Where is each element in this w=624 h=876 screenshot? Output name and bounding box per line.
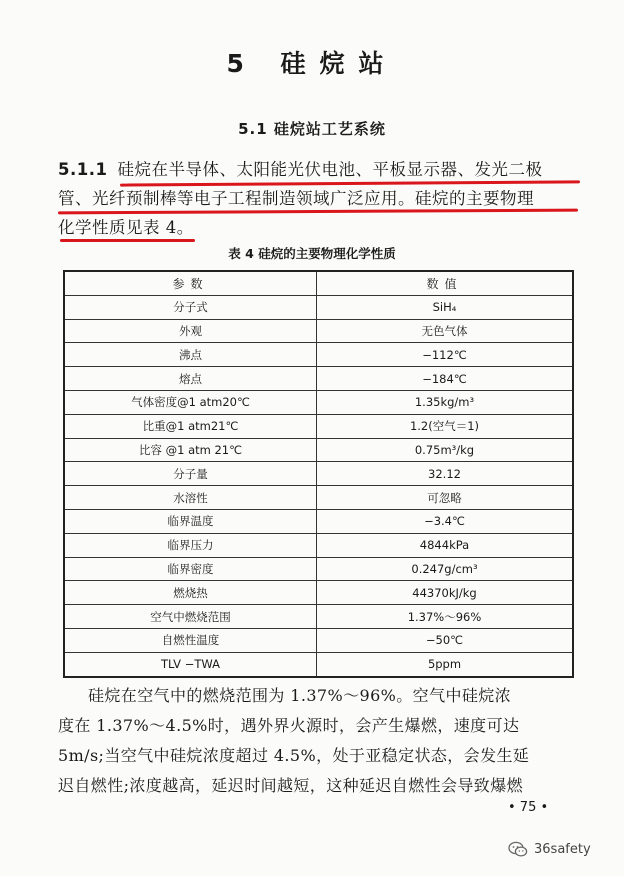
clause-line-1: 5.1.1 硅烷在半导体、太阳能光伏电池、平板显示器、发光二极 [58,160,543,179]
value-cell: 0.247g/cm³ [317,557,574,581]
table-row [64,462,573,486]
table-row [64,390,573,414]
table-row [64,581,573,605]
table-row [64,319,573,343]
table-header-row [64,271,573,295]
parameter-cell: 外观 [64,319,317,343]
header-parameter: 参数 [64,271,317,295]
chapter-title: 5 硅烷站 [226,49,398,78]
table-row [64,343,573,367]
value-cell: SiH₄ [317,295,574,319]
table-row [64,652,573,676]
page-number: • 75 • [508,800,549,815]
header-value: 数值 [317,271,574,295]
parameter-cell: 沸点 [64,343,317,367]
body-line-2: 度在 1.37%～4.5%时，遇外界火源时，会产生爆燃，速度可达 [58,716,520,735]
table-row [64,628,573,652]
parameter-cell: 熔点 [64,367,317,391]
parameter-cell: 临界温度 [64,509,317,533]
value-cell: 1.37%～96% [317,605,574,629]
parameter-cell: 空气中燃烧范围 [64,605,317,629]
parameter-cell: 比重@1 atm21℃ [64,414,317,438]
table-row [64,605,573,629]
value-cell: 1.2(空气＝1) [317,414,574,438]
value-cell: −184℃ [317,367,574,391]
table-row [64,295,573,319]
parameter-cell: 临界密度 [64,557,317,581]
parameter-cell: 气体密度@1 atm20℃ [64,390,317,414]
table-row [64,486,573,510]
watermark [508,838,612,860]
value-cell: 可忽略 [317,486,574,510]
parameter-cell: 燃烧热 [64,581,317,605]
value-cell: 无色气体 [317,319,574,343]
clause-line-2: 管、光纤预制棒等电子工程制造领域广泛应用。硅烷的主要物理 [58,189,534,208]
clause-number: 5.1.1 [58,160,108,179]
value-cell: 32.12 [317,462,574,486]
value-cell: −50℃ [317,628,574,652]
value-cell: −112℃ [317,343,574,367]
value-cell: 5ppm [317,652,574,676]
table-row [64,414,573,438]
table-row [64,509,573,533]
highlight-underline-3 [60,239,195,242]
value-cell: 1.35kg/m³ [317,390,574,414]
parameter-cell: TLV −TWA [64,652,317,676]
parameter-cell: 水溶性 [64,486,317,510]
value-cell: −3.4℃ [317,509,574,533]
parameter-cell: 比容 @1 atm 21℃ [64,438,317,462]
properties-table [63,270,574,678]
table-caption: 表 4 硅烷的主要物理化学性质 [228,246,396,261]
clause-5-1-1 [58,155,580,242]
body-line-1: 硅烷在空气中的燃烧范围为 1.37%～96%。空气中硅烷浓 [88,686,512,705]
body-line-3: 5m/s;当空气中硅烷浓度超过 4.5%，处于亚稳定状态，会发生延 [58,746,530,765]
table-row [64,557,573,581]
body-line-4: 迟自燃性;浓度越高，延迟时间越短，这种延迟自燃性会导致爆燃 [58,776,523,795]
body-paragraph [58,681,578,801]
parameter-cell: 分子式 [64,295,317,319]
value-cell: 44370kJ/kg [317,581,574,605]
section-title: 5.1 硅烷站工艺系统 [238,120,386,138]
parameter-cell: 分子量 [64,462,317,486]
value-cell: 0.75m³/kg [317,438,574,462]
clause-line-3: 化学性质见表 4。 [58,218,194,237]
parameter-cell: 临界压力 [64,533,317,557]
wechat-icon [508,841,528,858]
table-row [64,533,573,557]
watermark-text: 36safety [534,841,591,857]
table-row [64,367,573,391]
value-cell: 4844kPa [317,533,574,557]
table-row [64,438,573,462]
parameter-cell: 自燃性温度 [64,628,317,652]
